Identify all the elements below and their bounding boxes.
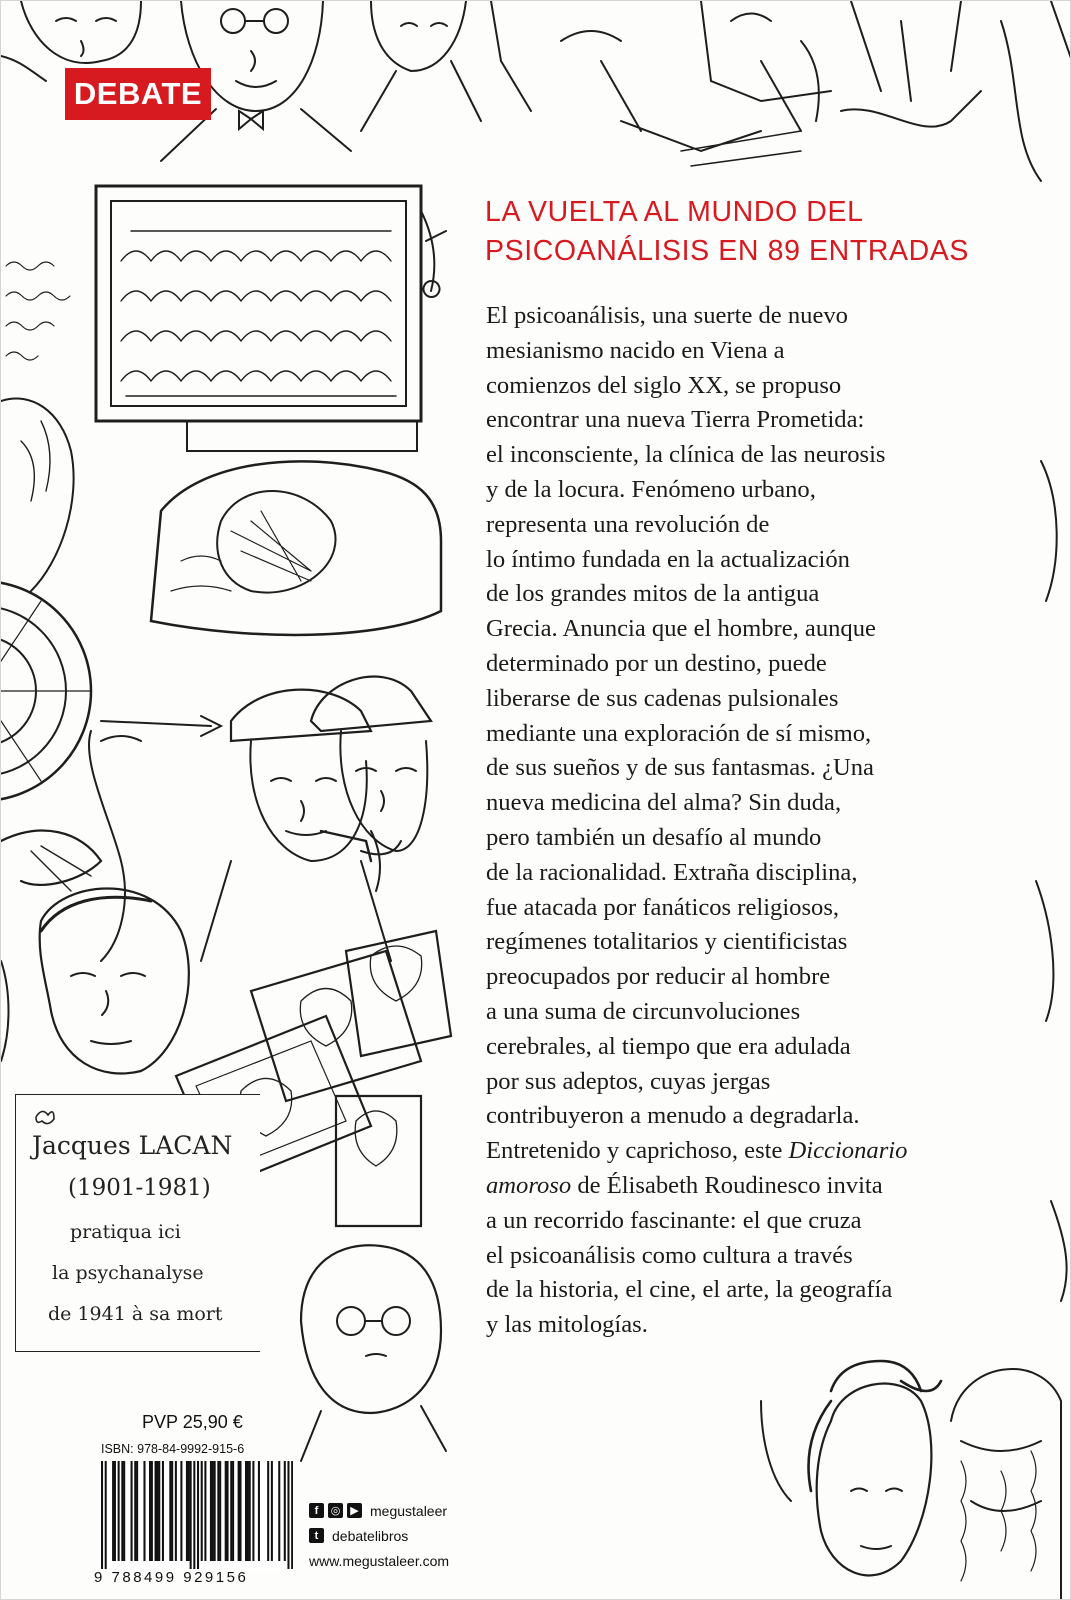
blurb-line: de la historia, el cine, el arte, la geografía xyxy=(486,1276,893,1304)
facebook-icon[interactable]: f xyxy=(309,1503,324,1518)
plaque-line-5: de 1941 à sa mort xyxy=(48,1303,223,1325)
barcode-bar xyxy=(212,1461,214,1561)
barcode-bar xyxy=(232,1461,234,1561)
blurb-line: nueva medicina del alma? Sin duda, xyxy=(486,789,842,817)
barcode-bar xyxy=(219,1461,221,1561)
barcode-bar xyxy=(169,1461,171,1561)
isbn-label: ISBN: 978-84-9992-915-6 xyxy=(101,1442,245,1456)
barcode-bar xyxy=(271,1461,273,1561)
headline-line-1: LA VUELTA AL MUNDO DEL xyxy=(485,196,864,228)
barcode-bar xyxy=(204,1461,206,1561)
barcode-bar xyxy=(114,1461,116,1561)
headline-line-2: PSICOANÁLISIS EN 89 ENTRADAS xyxy=(485,235,970,267)
barcode-bar xyxy=(180,1461,182,1561)
blurb-line: encontrar una nueva Tierra Prometida: xyxy=(486,406,865,434)
barcode-bar xyxy=(230,1461,232,1561)
barcode-bar xyxy=(217,1461,219,1561)
barcode-bar xyxy=(143,1461,145,1561)
barcode-bar xyxy=(186,1461,188,1561)
barcode-bar xyxy=(156,1461,158,1561)
barcode-bar xyxy=(249,1461,251,1561)
blurb-line-text: de Élisabeth Roudinesco invita xyxy=(571,1171,883,1199)
barcode-bar xyxy=(197,1461,199,1569)
social-links xyxy=(309,1498,449,1573)
barcode-bar xyxy=(162,1461,164,1561)
blurb-line: por sus adeptos, cuyas jergas xyxy=(486,1067,771,1095)
barcode-bar xyxy=(227,1461,229,1561)
book-title-italic: Diccionario xyxy=(788,1137,908,1165)
blurb-line: lo íntimo fundada en la actualización xyxy=(486,545,850,573)
blurb-line: El psicoanálisis, una suerte de nuevo xyxy=(486,302,848,329)
blurb-line: de sus sueños y de sus fantasmas. ¿Una xyxy=(486,754,874,782)
barcode-bar xyxy=(245,1461,247,1561)
blurb-line: Grecia. Anuncia que el hombre, aunque xyxy=(486,615,876,643)
social-row-debatelibros[interactable] xyxy=(309,1523,449,1548)
blurb-line: y de la locura. Fenómeno urbano, xyxy=(486,475,816,503)
blurb-line: pero también un desafío al mundo xyxy=(486,823,822,851)
blurb-line: contribuyeron a menudo a degradarla. xyxy=(486,1102,860,1130)
publisher-logo[interactable] xyxy=(65,68,211,120)
blurb-line: y las mitologías. xyxy=(486,1311,648,1339)
barcode-bar xyxy=(278,1461,280,1561)
blurb-line: fue atacada por fanáticos religiosos, xyxy=(486,893,840,921)
blurb-line: el psicoanálisis como cultura a través xyxy=(486,1241,853,1269)
blurb-line: liberarse de sus cadenas pulsionales xyxy=(486,684,839,712)
barcode-bar xyxy=(214,1461,216,1561)
barcode-bar xyxy=(267,1461,269,1561)
barcode-bars xyxy=(101,1461,293,1569)
barcode-bar xyxy=(210,1461,212,1561)
blurb-line-with-title xyxy=(486,1134,998,1169)
social-row-megustaleer[interactable] xyxy=(309,1498,449,1523)
price-label: PVP 25,90 € xyxy=(142,1412,243,1432)
barcode-bar xyxy=(247,1461,249,1561)
barcode-bar xyxy=(118,1461,120,1561)
barcode-bar xyxy=(201,1461,203,1561)
barcode-bar xyxy=(155,1461,157,1561)
book-title-italic: amoroso xyxy=(486,1171,572,1199)
blurb-line: de los grandes mitos de la antigua xyxy=(486,580,820,608)
barcode-bar xyxy=(151,1461,153,1561)
blurb-line: mesianismo nacido en Viena a xyxy=(486,336,785,364)
social-handle-debatelibros[interactable]: debatelibros xyxy=(332,1527,409,1544)
blurb-line-with-title xyxy=(486,1169,998,1204)
blurb-line: comienzos del siglo XX, se propuso xyxy=(486,371,842,399)
barcode-bar xyxy=(239,1461,241,1561)
social-row-website[interactable] xyxy=(309,1548,449,1573)
plaque-line-4: la psychanalyse xyxy=(52,1262,204,1284)
barcode-bar xyxy=(175,1461,177,1561)
barcode-bar xyxy=(258,1461,260,1561)
blurb-line: determinado por un destino, puede xyxy=(486,649,827,677)
barcode-bar xyxy=(225,1461,227,1561)
barcode-bar xyxy=(131,1461,133,1561)
blurb-line: preocupados por reducir al hombre xyxy=(486,963,831,991)
barcode-bar xyxy=(158,1461,160,1561)
barcode-bar xyxy=(188,1461,190,1561)
blurb-line: de la racionalidad. Extraña disciplina, xyxy=(486,858,858,886)
barcode-bar xyxy=(134,1461,136,1561)
flower-ornament-icon xyxy=(32,1105,56,1127)
publisher-logo-text: DEBATE xyxy=(73,76,203,111)
barcode-bar xyxy=(193,1461,195,1569)
blurb-line: representa una revolución de xyxy=(486,510,770,538)
youtube-icon[interactable]: ▶ xyxy=(347,1503,362,1518)
barcode-bar xyxy=(149,1461,151,1561)
barcode-bar xyxy=(238,1461,240,1561)
blurb-line: regímenes totalitarios y cientificistas xyxy=(486,928,848,956)
blurb-line: mediante una exploración de sí mismo, xyxy=(486,719,872,747)
barcode-bar xyxy=(112,1461,114,1561)
barcode-bar xyxy=(105,1461,107,1569)
book-blurb xyxy=(484,297,1004,1349)
cover-headline xyxy=(485,193,1045,271)
barcode-bar xyxy=(287,1461,289,1569)
barcode-bar xyxy=(136,1461,138,1561)
barcode-bar xyxy=(171,1461,173,1561)
barcode-bar xyxy=(123,1461,125,1561)
social-handle-megustaleer[interactable]: megustaleer xyxy=(370,1502,448,1519)
barcode-digits: 9 788499 929156 xyxy=(94,1569,249,1586)
barcode-bar xyxy=(121,1461,123,1561)
blurb-line-text: Entretenido y caprichoso, este xyxy=(486,1137,783,1165)
website-link[interactable]: www.megustaleer.com xyxy=(309,1552,450,1569)
plaque-years: (1901-1981) xyxy=(68,1175,211,1201)
isbn-barcode xyxy=(101,1461,293,1571)
instagram-icon[interactable]: ◎ xyxy=(328,1503,343,1518)
barcode-bar xyxy=(190,1461,192,1569)
blurb-line: cerebrales, al tiempo que era adulada xyxy=(486,1032,851,1060)
plaque-line-3: pratiqua ici xyxy=(70,1221,181,1243)
barcode-bar xyxy=(284,1461,286,1561)
twitter-icon[interactable]: t xyxy=(309,1528,324,1543)
blurb-line: el inconsciente, la clínica de las neurosis xyxy=(486,441,886,469)
barcode-bar xyxy=(291,1461,293,1569)
lacan-plaque xyxy=(15,1094,260,1352)
blurb-line: a un recorrido fascinante: el que cruza xyxy=(486,1206,862,1234)
plaque-name: Jacques LACAN xyxy=(32,1131,233,1160)
barcode-bar xyxy=(101,1461,103,1569)
barcode-bar xyxy=(252,1461,254,1561)
blurb-line: a una suma de circunvoluciones xyxy=(486,997,801,1025)
